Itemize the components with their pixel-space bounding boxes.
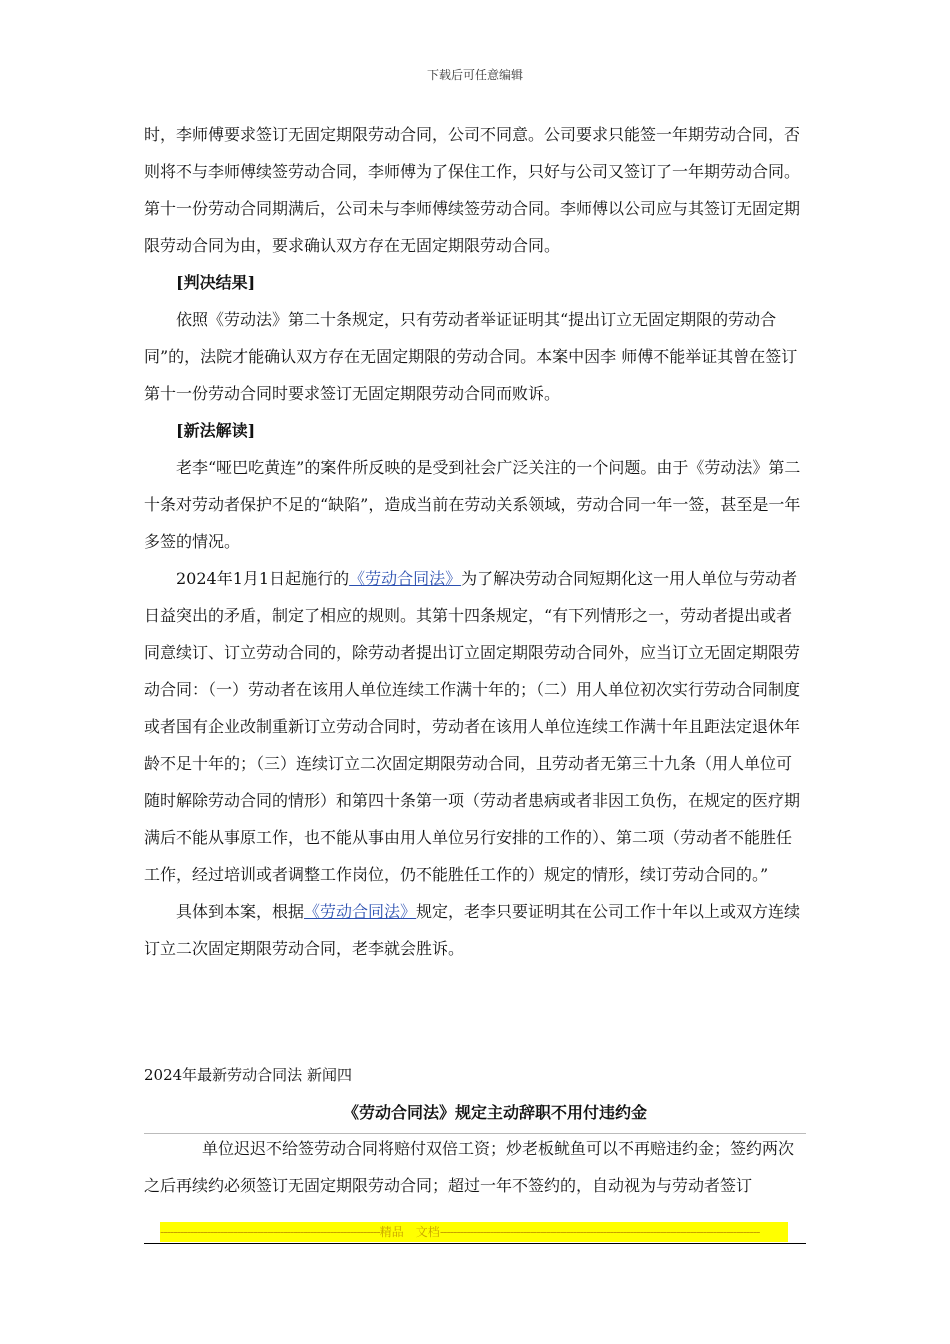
footer-divider xyxy=(144,1243,806,1244)
footer-dashes-right: ------------------------------------------------------------------------------------------------ xyxy=(439,1225,760,1239)
labor-contract-law-link[interactable]: 《劳动合同法》 xyxy=(304,902,417,921)
news-paragraph: 单位迟迟不给签劳动合同将赔付双倍工资；炒老板鱿鱼可以不再赔违约金；签约两次之后再续约必须签订无固定期限劳动合同；超过一年不签约的，自动视为与劳动者签订 xyxy=(144,1139,795,1195)
page-header: 下载后可任意编辑 xyxy=(426,68,523,82)
news-title: 《劳动合同法》规定主动辞职不用付违约金 xyxy=(342,1103,647,1122)
paragraph-case-facts: 时，李师傅要求签订无固定期限劳动合同，公司不同意。公司要求只能签一年期劳动合同，否则将不与李师傅续签劳动合同，李师傅为了保住工作，只好与公司又签订了一年期劳动合同。第十一份劳动合同期满后，公司未与李师傅续签劳动合同。李师傅以公司应与其签订无固定期限劳动合同为由，要求确认双方存在无固定期限劳动合同。 xyxy=(144,125,801,255)
document-body xyxy=(144,116,806,967)
paragraph-new-law-intro: 老李“哑巴吃黄连”的案件所反映的是受到社会广泛关注的一个问题。由于《劳动法》第二十条对劳动者保护不足的“缺陷”，造成当前在劳动关系领域，劳动合同一年一签，甚至是一年多签的情况。 xyxy=(144,458,801,551)
heading-judgment: [判决结果] xyxy=(176,273,256,292)
text-span: 规定，老李只要证明其在公司工作十年以上或双方连续订立二次固定期限劳动合同，老李就会胜诉。 xyxy=(144,902,801,958)
news-section-label: 2024年最新劳动合同法 新闻四 xyxy=(144,1066,352,1084)
paragraph-judgment: 依照《劳动法》第二十条规定，只有劳动者举证证明其“提出订立无固定期限的劳动合同”的，法院才能确认双方存在无固定期限的劳动合同。本案中因李 师傅不能举证其曾在签订第十一份劳动合同时要求签订无固定期限劳动合同而败诉。 xyxy=(144,310,798,403)
footer-label: 精品 文档 xyxy=(379,1225,440,1239)
footer-dashes-left: ------------------------------------------------------------------ xyxy=(160,1225,380,1239)
heading-new-law: [新法解读] xyxy=(176,421,256,440)
text-span: 具体到本案，根据 xyxy=(176,902,305,921)
paragraph-article-14 xyxy=(144,560,806,893)
labor-contract-law-link[interactable]: 《劳动合同法》 xyxy=(349,569,462,588)
news-body xyxy=(144,1130,806,1204)
paragraph-conclusion xyxy=(144,893,806,967)
text-span: 为了解决劳动合同短期化这一用人单位与劳动者日益突出的矛盾，制定了相应的规则。其第十四条规定，“有下列情形之一，劳动者提出或者同意续订、订立劳动合同的，除劳动者提出订立固定期限劳动合同外，应当订立无固定期限劳动合同：（一）劳动者在该用人单位连续工作满十年的；（二）用人单位初次实行劳动合同制度或者国有企业改制重新订立劳动合同时，劳动者在该用人单位连续工作满十年且距法定退休年龄不足十年的；（三）连续订立二次固定期限劳动合同，且劳动者无第三十九条（用人单位可随时解除劳动合同的情形）和第四十条第一项（劳动者患病或者非因工负伤，在规定的医疗期满后不能从事原工作，也不能从事由用人单位另行安排的工作的）、第二项（劳动者不能胜任工作，经过培训或者调整工作岗位，仍不能胜任工作的）规定的情形，续订劳动合同的。” xyxy=(144,569,801,884)
footer-banner xyxy=(160,1222,788,1242)
text-span: 2024年1月1日起施行的 xyxy=(176,569,350,588)
